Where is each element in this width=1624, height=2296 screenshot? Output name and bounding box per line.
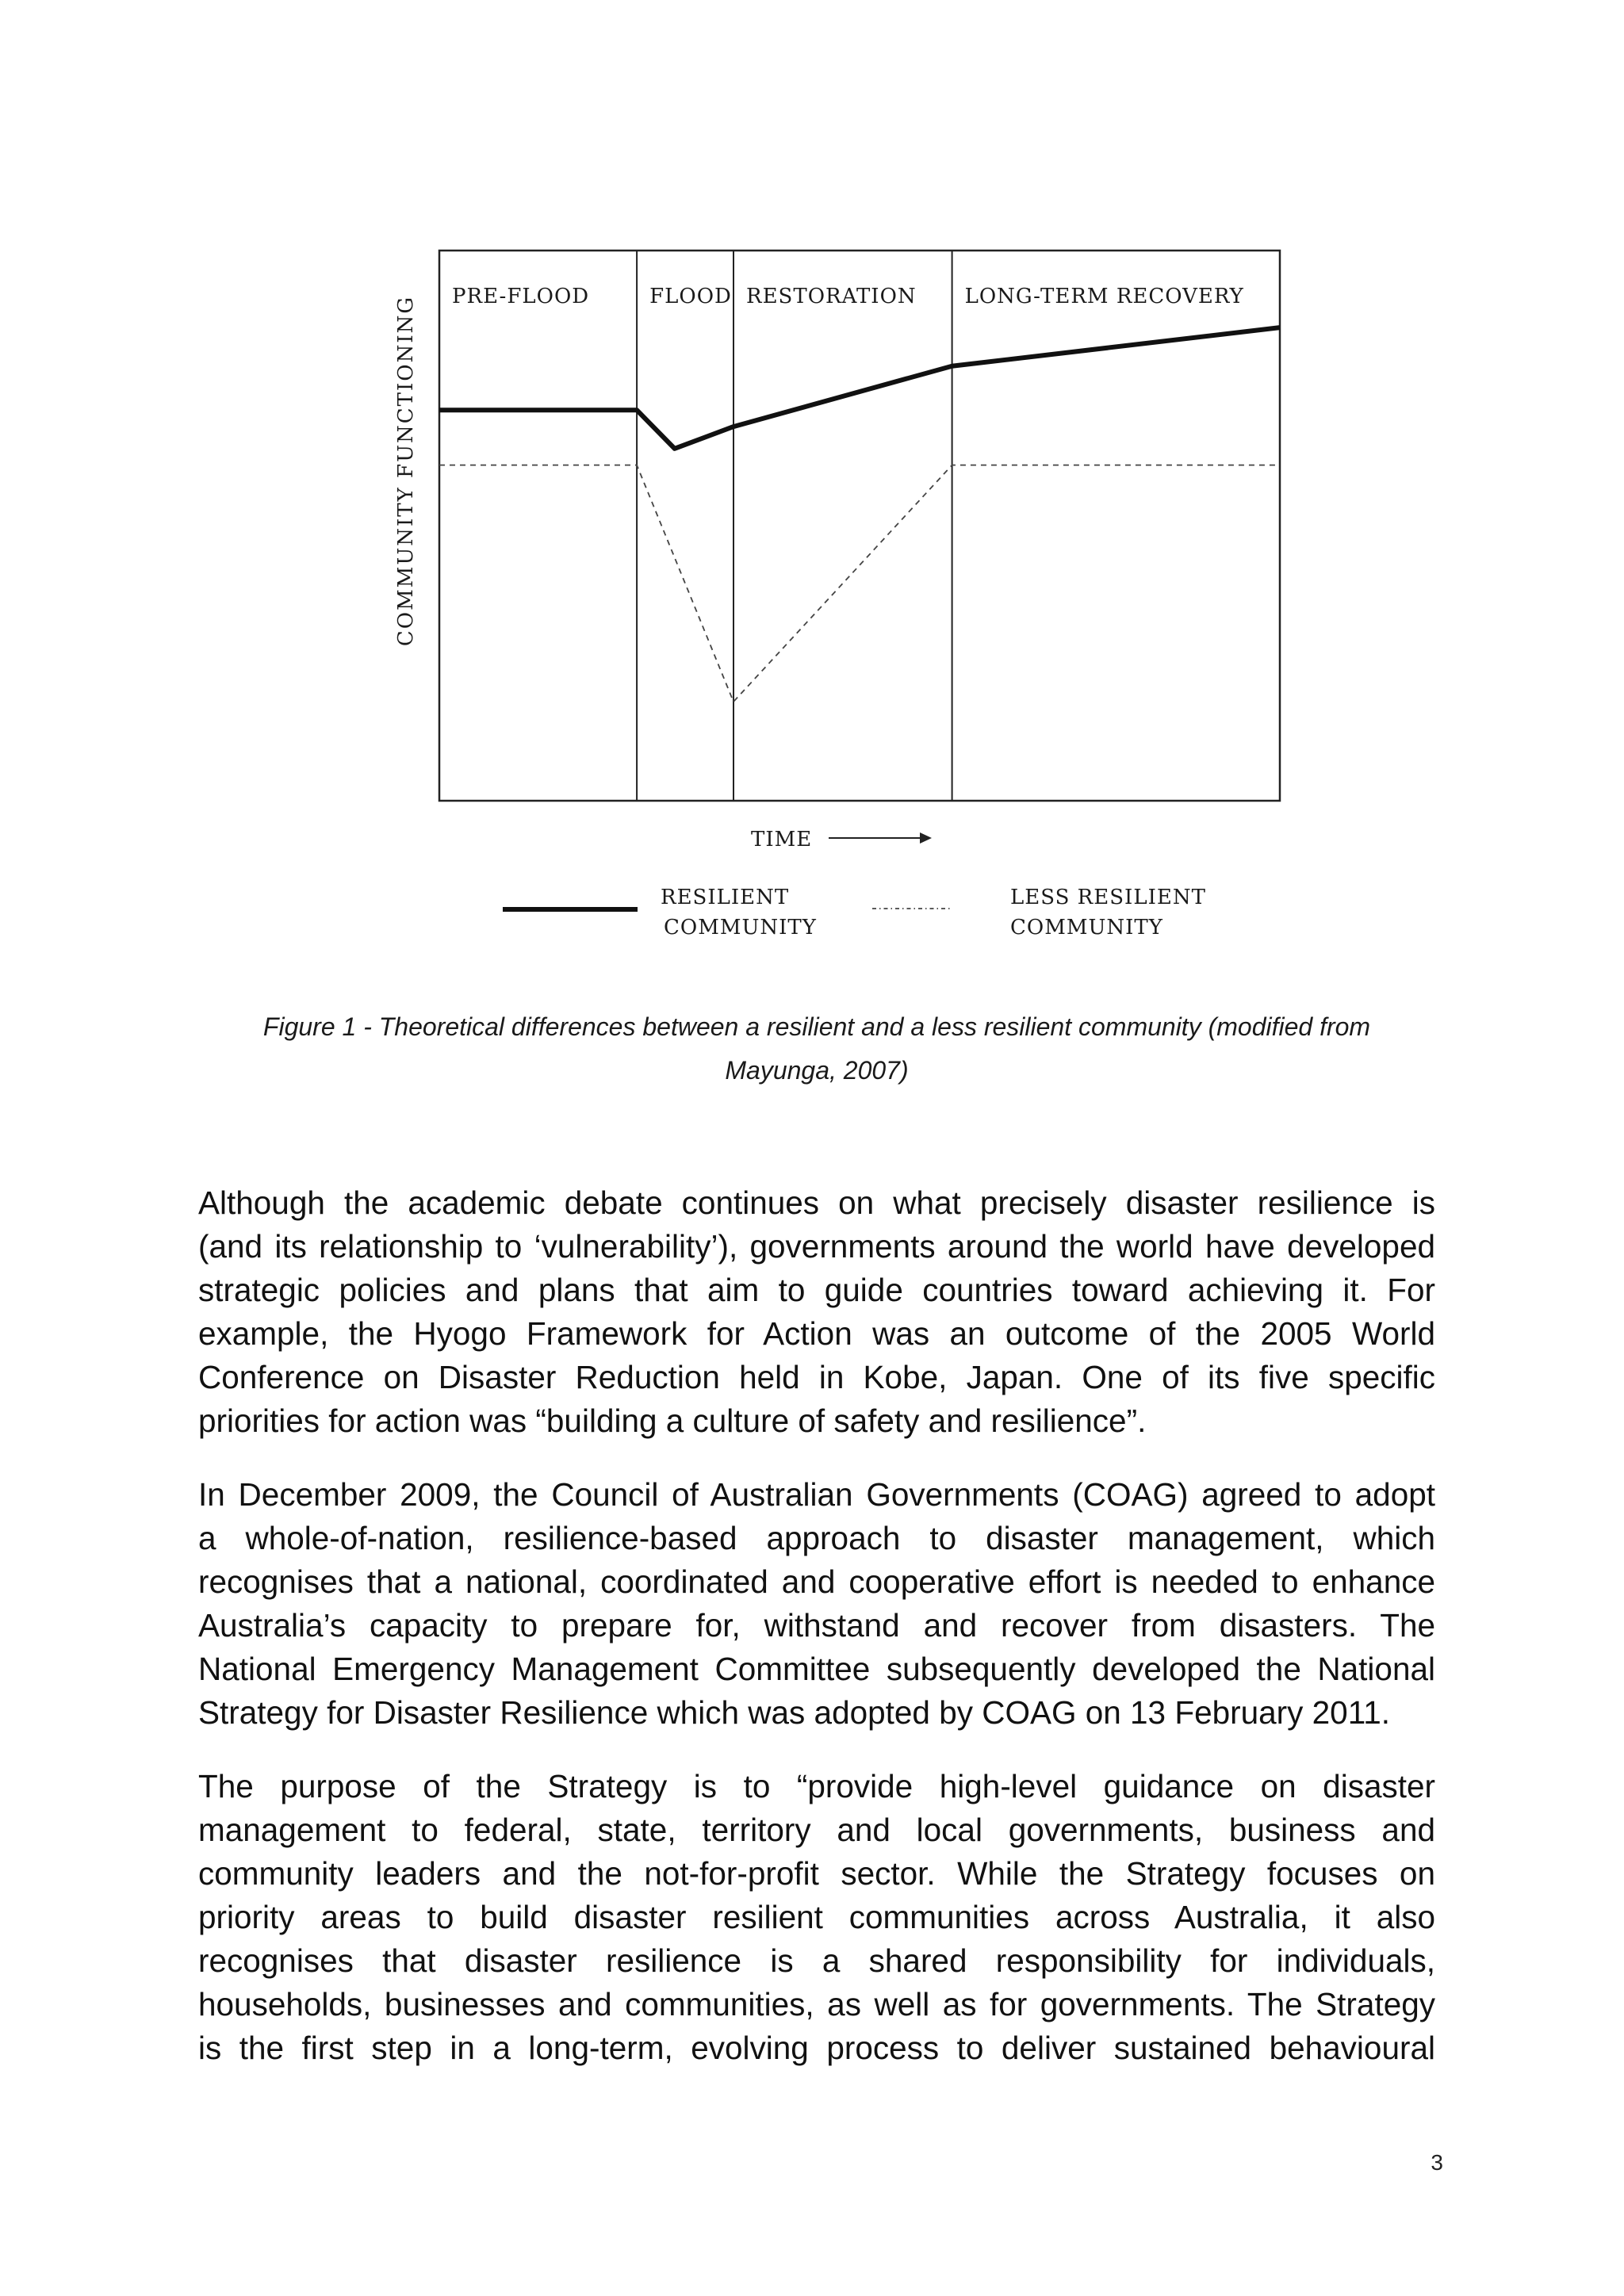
text-line: National Emergency Management Committee subsequently developed the National [198,1651,1435,1687]
caption-line: Mayunga, 2007) [725,1056,909,1085]
text-line: recognises that a national, coordinated and cooperative effort is needed to enhance [198,1563,1435,1600]
paragraph-strategy-purpose [198,1765,1435,2070]
text-line: households, businesses and communities, as well as for governments. The Strategy [198,1986,1435,2022]
phase-label-flood: FLOOD [649,285,732,308]
series-line-less-resilient-community [439,465,1280,702]
time-arrow-icon [829,832,932,844]
text-line: The purpose of the Strategy is to “provide high-level guidance on disaster [198,1768,1435,1804]
legend-less-resilient-line1: LESS RESILIENT [1010,886,1206,909]
text-line: community leaders and the not-for-profit sector. While the Strategy focuses on [198,1855,1435,1892]
text-line: Australia’s capacity to prepare for, withstand and recover from disasters. The [198,1607,1435,1644]
paragraph-coag [198,1473,1435,1735]
phase-label-long-term-recovery: LONG-TERM RECOVERY [964,285,1244,308]
series-layer [439,327,1280,702]
legend-resilient-line1: RESILIENT [661,886,790,909]
phase-label-pre-flood: PRE-FLOOD [452,285,590,308]
text-line: recognises that disaster resilience is a shared responsibility for individuals, [198,1942,1435,1979]
text-line: a whole-of-nation, resilience-based approach to disaster management, which [198,1520,1435,1556]
phase-label-restoration: RESTORATION [746,285,917,308]
text-line: (and its relationship to ‘vulnerability’), governments around the world have developed [198,1228,1435,1265]
text-line: Strategy for Disaster Resilience which was adopted by COAG on 13 February 2011. [198,1694,1390,1731]
x-axis-label: TIME [751,828,813,851]
figure-resilience-chart [381,238,1300,971]
text-line: In December 2009, the Council of Australian Governments (COAG) agreed to adopt [198,1476,1435,1513]
legend-resilient-line2: COMMUNITY [664,916,817,939]
text-line: priority areas to build disaster resilient communities across Australia, it also [198,1899,1435,1935]
series-line-resilient-community [439,327,1280,449]
text-line: priorities for action was “building a culture of safety and resilience”. [198,1402,1147,1439]
legend [503,886,1206,939]
figure-caption [198,1005,1435,1093]
phase-boundaries [637,251,952,801]
legend-less-resilient-line2: COMMUNITY [1010,916,1163,939]
caption-line: Figure 1 - Theoretical differences between a resilient and a less resilient community (modified from [262,1012,1371,1041]
text-line: strategic policies and plans that aim to guide countries toward achieving it. For [198,1272,1435,1308]
text-line: Conference on Disaster Reduction held in Kobe, Japan. One of its five specific [198,1359,1435,1395]
plot-frame [439,251,1280,801]
phase-labels [452,285,1244,308]
y-axis-label: COMMUNITY FUNCTIONING [394,295,418,647]
text-line: example, the Hyogo Framework for Action was an outcome of the 2005 World [198,1315,1435,1352]
text-line: Although the academic debate continues on what precisely disaster resilience is [198,1184,1435,1221]
chart-svg [381,238,1300,967]
text-line: management to federal, state, territory and local governments, business and [198,1812,1435,1848]
page-number: 3 [1431,2150,1443,2175]
paragraph-hyogo [198,1181,1435,1443]
text-line: is the first step in a long-term, evolving process to deliver sustained behavioural [198,2030,1435,2066]
